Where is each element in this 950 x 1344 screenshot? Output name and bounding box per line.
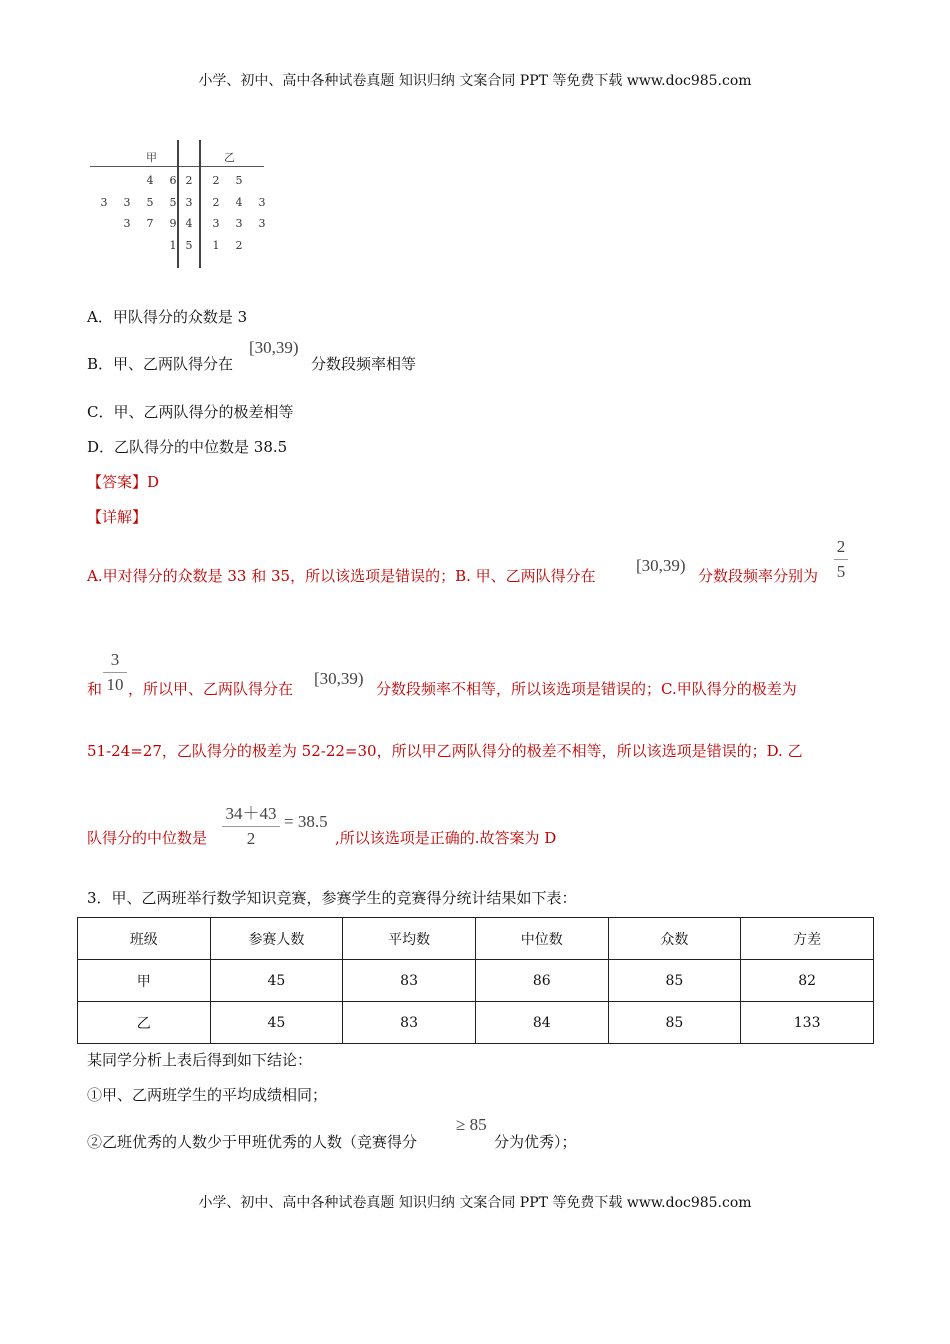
stem-value: 5 [185, 238, 193, 252]
column-header: 众数 [608, 918, 741, 960]
table-cell: 45 [210, 1002, 343, 1044]
conclusion-intro: 某同学分析上表后得到如下结论： [87, 1051, 313, 1069]
stem-value: 2 [185, 174, 193, 187]
left-leaf: 4 [146, 174, 154, 187]
interval-math: [30,39) [636, 556, 686, 575]
column-header: 班级 [78, 918, 211, 960]
table-cell: 84 [475, 1002, 608, 1044]
fraction-median: 34＋43 2 [222, 799, 280, 849]
left-leaf: 3 [123, 195, 131, 209]
table-cell: 85 [608, 960, 741, 1002]
conclusion-2-suffix: 分为优秀）； [494, 1133, 577, 1151]
right-leaf: 3 [258, 217, 266, 230]
right-leaf: 3 [258, 195, 266, 209]
fraction-2-5: 2 5 [834, 537, 848, 582]
stem-leaf-plot [88, 140, 266, 268]
option-c: C．甲、乙两队得分的极差相等 [87, 403, 294, 421]
right-leaf: 5 [235, 174, 243, 187]
ge-85-math: ≥ 85 [456, 1115, 487, 1134]
right-leaf: 1 [212, 238, 220, 252]
stem-value: 3 [185, 195, 193, 209]
question-3: 3．甲、乙两班举行数学知识竞赛，参赛学生的竞赛得分统计结果如下表： [87, 889, 577, 907]
answer: 【答案】D [87, 473, 160, 491]
column-header: 方差 [741, 918, 874, 960]
option-d: D．乙队得分的中位数是 38.5 [87, 438, 288, 456]
explain-line-3: 51-24=27，乙队得分的极差为 52-22=30，所以甲乙两队得分的极差不相等，所以该选项是错误的；D. 乙 [87, 742, 803, 760]
left-leaf: 5 [146, 195, 154, 209]
page-footer: 小学、初中、高中各种试卷真题 知识归纳 文案合同 PPT 等免费下载 www.doc985.com [198, 1195, 752, 1211]
explain-line-1: A.甲对得分的众数是 33 和 35，所以该选项是错误的；B. 甲、乙两队得分在 [87, 567, 596, 585]
fraction-3-10: 3 10 [103, 650, 127, 695]
explain-line-2c: 分数段频率不相等，所以该选项是错误的；C.甲队得分的极差为 [376, 680, 797, 698]
explain-line-2a: 和 [87, 680, 103, 698]
left-leaf: 6 [169, 174, 177, 187]
table-cell: 甲 [78, 960, 211, 1002]
left-leaf: 1 [169, 238, 177, 252]
left-title: 甲 [146, 151, 157, 164]
left-leaf: 9 [169, 217, 177, 230]
option-b: B．甲、乙两队得分在 [87, 355, 234, 373]
right-leaf: 4 [235, 195, 243, 209]
table-row [78, 1002, 874, 1044]
right-leaf: 2 [212, 195, 220, 209]
explain-line-2b: ，所以甲、乙两队得分在 [128, 680, 294, 698]
detail-label: 【详解】 [87, 508, 148, 526]
table-cell: 85 [608, 1002, 741, 1044]
left-leaf: 3 [123, 217, 131, 230]
column-header: 参赛人数 [210, 918, 343, 960]
explain-line-4a: 队得分的中位数是 [87, 829, 208, 847]
interval-math: [30,39) [314, 669, 364, 688]
table-cell: 83 [343, 960, 476, 1002]
stats-table [77, 917, 874, 1044]
right-leaf: 3 [235, 217, 243, 230]
table-cell: 45 [210, 960, 343, 1002]
table-cell: 86 [475, 960, 608, 1002]
table-row [78, 960, 874, 1002]
left-leaf: 3 [100, 195, 108, 209]
left-leaf: 5 [169, 195, 177, 209]
right-leaf: 2 [235, 238, 243, 252]
option-a: A．甲队得分的众数是 3 [87, 308, 248, 326]
left-leaf: 7 [146, 217, 154, 230]
conclusion-2: ②乙班优秀的人数少于甲班优秀的人数（竞赛得分 [87, 1133, 418, 1151]
table-header-row [78, 918, 874, 960]
table-cell: 82 [741, 960, 874, 1002]
right-leaf: 3 [212, 217, 220, 230]
explain-line-1b: 分数段频率分别为 [698, 567, 819, 585]
median-result: = 38.5 [284, 812, 328, 831]
conclusion-1: ①甲、乙两班学生的平均成绩相同； [87, 1086, 328, 1104]
table-cell: 83 [343, 1002, 476, 1044]
column-header: 平均数 [343, 918, 476, 960]
page-header: 小学、初中、高中各种试卷真题 知识归纳 文案合同 PPT 等免费下载 www.doc985.com [198, 73, 752, 89]
stem-value: 4 [185, 217, 193, 230]
table-cell: 133 [741, 1002, 874, 1044]
right-leaf: 2 [212, 174, 220, 187]
option-b-suffix: 分数段频率相等 [311, 355, 417, 373]
interval-math: [30,39) [249, 338, 299, 357]
table-cell: 乙 [78, 1002, 211, 1044]
column-header: 中位数 [475, 918, 608, 960]
right-title: 乙 [224, 151, 235, 164]
explain-line-4b: ,所以该选项是正确的.故答案为 D [335, 829, 557, 847]
